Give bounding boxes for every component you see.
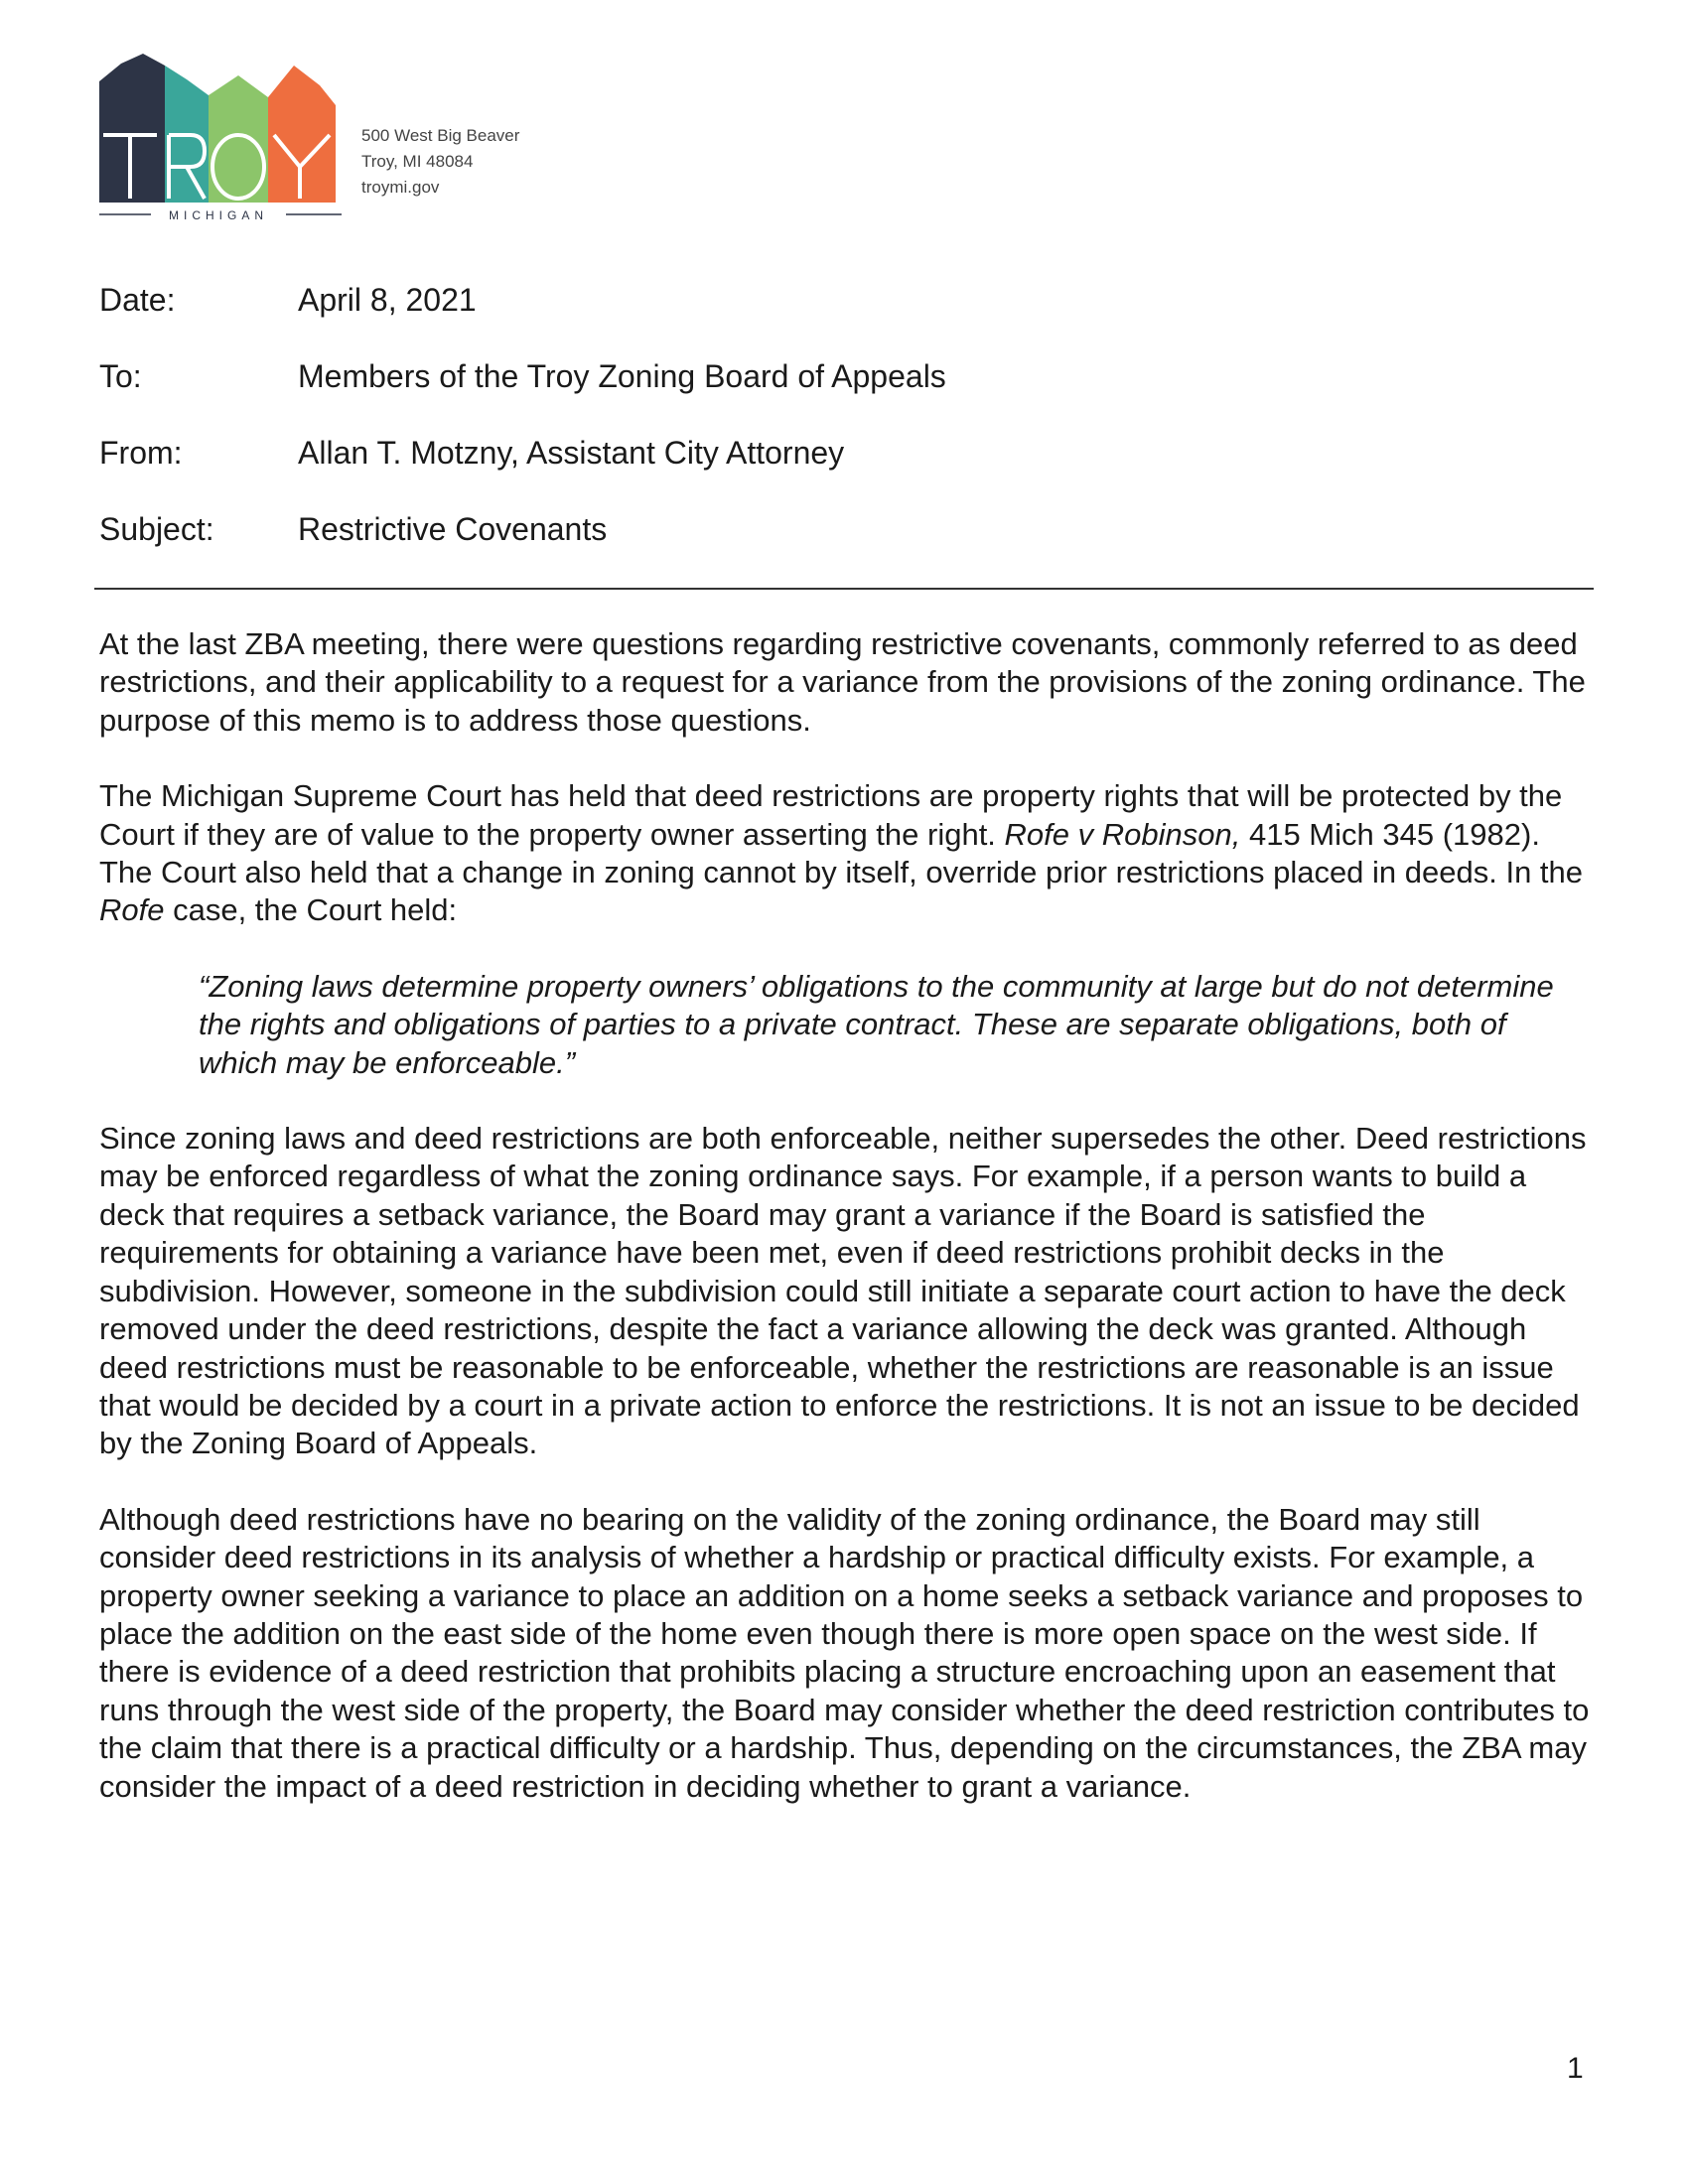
page-number: 1: [1567, 2052, 1584, 2085]
memo-to-row: [99, 354, 1589, 431]
memo-from-value: Allan T. Motzny, Assistant City Attorney: [298, 435, 845, 471]
letterhead-address: [361, 123, 519, 201]
memo-from-row: [99, 431, 1589, 507]
svg-text:MICHIGAN: MICHIGAN: [169, 208, 268, 222]
paragraph-2-text-c: case, the Court held:: [164, 892, 458, 928]
memo-subject-value: Restrictive Covenants: [298, 511, 608, 547]
memo-subject-label: Subject:: [99, 511, 214, 547]
case-name-short: Rofe: [99, 892, 165, 928]
memo-body: [99, 625, 1599, 1843]
body-paragraph-2: [99, 777, 1599, 930]
address-website: troymi.gov: [361, 178, 440, 197]
troy-michigan-logo: [99, 54, 342, 222]
paragraph-2-text-b: 415 Mich 345 (1982). The Court also held that a change in zoning cannot by itself, override prior restrictions placed in deeds. In the: [99, 816, 1584, 890]
memo-date-row: [99, 278, 1589, 354]
memo-to-label: To:: [99, 358, 142, 394]
address-street: 500 West Big Beaver: [361, 126, 520, 145]
memo-header: [99, 278, 1589, 584]
body-paragraph-4: Although deed restrictions have no bearing on the validity of the zoning ordinance, the Board may still consider deed restrictions in its analysis of whether a hardship or practical difficulty exists. For example, a property owner seeking a variance to place an addition on a home seeks a setback variance and proposes to place the addition on the east side of the home even though there is more open space on the west side. If there is evidence of a deed restriction that prohibits placing a structure encroaching upon an easement that runs through the west side of the property, the Board may consider whether the deed restriction contributes to the claim that there is a practical difficulty or a hardship. Thus, depending on the circumstances, the ZBA may consider the impact of a deed restriction in deciding whether to grant a variance.: [99, 1501, 1590, 1804]
paragraph-2-text-a: The Michigan Supreme Court has held that deed restrictions are property rights that will be protected by the Court if they are of value to the property owner asserting the right.: [99, 778, 1563, 852]
memo-date-label: Date:: [99, 282, 176, 318]
body-paragraph-3: Since zoning laws and deed restrictions are both enforceable, neither supersedes the other. Deed restrictions may be enforced regardless of what the zoning ordinance says. For example, if a person wants to build a deck that requires a setback variance, the Board may grant a variance if the Board is satisfied the requirements for obtaining a variance have been met, even if deed restrictions prohibit decks in the subdivision. However, someone in the subdivision could still initiate a separate court action to have the deck removed under the deed restrictions, despite the fact a variance allowing the deck was granted. Although deed restrictions must be reasonable to be enforceable, whether the restrictions are reasonable is an issue that would be decided by a court in a private action to enforce the restrictions. It is not an issue to be decided by the Zoning Board of Appeals.: [99, 1121, 1587, 1461]
memo-to-value: Members of the Troy Zoning Board of Appeals: [298, 358, 946, 394]
memo-subject-row: [99, 507, 1589, 584]
body-paragraph-1: At the last ZBA meeting, there were questions regarding restrictive covenants, commonly referred to as deed restrictions, and their applicability to a request for a variance from the provisions of the zoning ordinance. The purpose of this memo is to address those questions.: [99, 626, 1586, 738]
court-quote: “Zoning laws determine property owners’ obligations to the community at large but do not determine the rights and obligations of parties to a private contract. These are separate obligations, both of which may be enforceable.”: [199, 968, 1554, 1080]
memo-date-value: April 8, 2021: [298, 282, 477, 318]
header-divider: [94, 588, 1594, 590]
memo-from-label: From:: [99, 435, 183, 471]
address-city: Troy, MI 48084: [361, 152, 474, 171]
case-citation: Rofe v Robinson,: [1004, 816, 1241, 852]
